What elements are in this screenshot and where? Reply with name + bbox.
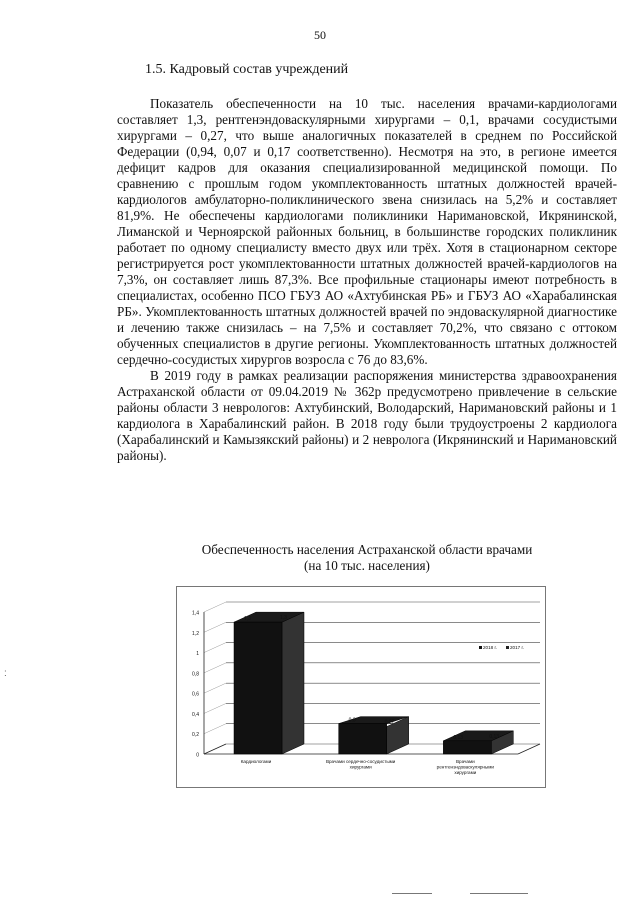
- floor-edge: [518, 744, 540, 754]
- category-label: хирургами: [349, 764, 372, 770]
- data-label-2017: 1,3: [280, 615, 287, 622]
- chart-title: [117, 542, 617, 574]
- bar-side-0: [282, 612, 304, 754]
- category-label: Врачами: [455, 759, 475, 764]
- gridline-side: [204, 663, 226, 673]
- data-label-2018: 0,13: [453, 734, 464, 741]
- gridline-side: [204, 643, 226, 653]
- y-tick-label: 1,2: [192, 630, 199, 637]
- gridline-side: [204, 683, 226, 693]
- chart-title-line1: Обеспеченность населения Астраханской области врачами: [201, 542, 533, 557]
- legend-label-1: 2017 г.: [510, 645, 524, 650]
- data-label-2017: 0,27: [384, 719, 395, 726]
- category-label: Врачами сердечно-сосудистыми: [325, 759, 396, 764]
- chart-frame: [177, 587, 546, 788]
- footer-rule-right: [470, 893, 528, 894]
- gridline-side: [204, 602, 226, 612]
- gridline-side: [204, 622, 226, 632]
- legend-label-0: 2018 г.: [483, 645, 497, 650]
- category-label: Кардиологами: [240, 759, 272, 764]
- y-tick-label: 0,4: [192, 711, 199, 718]
- data-label-2018: 1,3: [244, 616, 251, 623]
- footer-rule-left: [392, 893, 432, 894]
- gridline-side: [204, 703, 226, 713]
- gridline-side: [204, 724, 226, 734]
- body-text: [117, 96, 617, 464]
- y-tick-label: 0,8: [192, 671, 199, 678]
- chart: [176, 586, 546, 788]
- page-number: 50: [314, 28, 326, 42]
- y-tick-label: 0,2: [192, 732, 199, 739]
- legend-swatch-1: [506, 646, 509, 649]
- bar-front-2: [443, 741, 491, 754]
- data-label-2018: 0,3: [348, 717, 356, 724]
- y-tick-label: 0: [196, 752, 199, 759]
- chart-title-line2: (на 10 тыс. населения): [304, 558, 430, 573]
- section-heading: 1.5. Кадровый состав учреждений: [145, 62, 349, 77]
- category-label: хирургами: [454, 770, 477, 775]
- y-tick-label: 1,4: [192, 610, 199, 617]
- floor-edge-left: [204, 744, 226, 754]
- y-tick-label: 0,6: [192, 691, 199, 698]
- legend-swatch-0: [479, 646, 482, 649]
- paragraph-recruitment: В 2019 году в рамках реализации распоряжения министерства здравоохранения Астраханской области от 09.04.2019 № 362р предусмотрено привлечение в сельские районы области 3 неврологов: Ахтубинский, Володарский, Наримановский районы и 1 кардиолога в Харабалинский район. В 2018 году были трудоустроены 2 кардиолога (Харабалинский и Камызякский районы) и 2 невролога (Икрянинский и Наримановский районы).: [117, 368, 617, 463]
- data-label-2017: 0,13: [489, 733, 500, 740]
- category-label: рентгенэндоваскулярными: [436, 764, 494, 770]
- bar-front-0: [234, 622, 282, 754]
- y-tick-label: 1: [196, 651, 199, 658]
- bar-front-1: [339, 724, 387, 754]
- paragraph-staffing: Показатель обеспеченности на 10 тыс. населения врачами-кардиологами составляет 1,3, рентгенэндоваскулярными хирургами – 0,1, врачами сосудистыми хирургами – 0,27, что выше аналогичных показателей в среднем по Российской Федерации (0,94, 0,07 и 0,17 соответственно). Несмотря на это, в регионе имеется дефицит кадров для оказания специализированной медицинской помощи. По сравнению с прошлым годом укомплектованность штатных должностей врачей-кардиологов амбулаторно-поликлинического звена снизилась на 5,2% и составляет 81,9%. Не обеспечены кардиологами поликлиники Наримановской, Икрянинской, Лиманской и Черноярской районных больниц, в большинстве городских поликлиник работает по одному специалисту вместо двух или трёх. Хотя в стационарном секторе регистрируется рост укомплектованности штатных должностей врачей-кардиологов на 7,3%, он составляет лишь 87,3%. Все профильные стационары имеют потребность в специалистах, особенно ПСО ГБУЗ АО «Ахтубинская РБ» и ГБУЗ АО «Харабалинская РБ». Укомплектованность штатных должностей врачей по эндоваскулярной диагностике и лечению также снизилась – на 7,5% и составляет 70,2%, что связано с оттоком обученных специалистов в другие регионы. Укомплектованность штатных должностей сердечно-сосудистых хирургов возросла с 76 до 83,6%.: [117, 96, 617, 367]
- margin-mark: :: [4, 668, 7, 679]
